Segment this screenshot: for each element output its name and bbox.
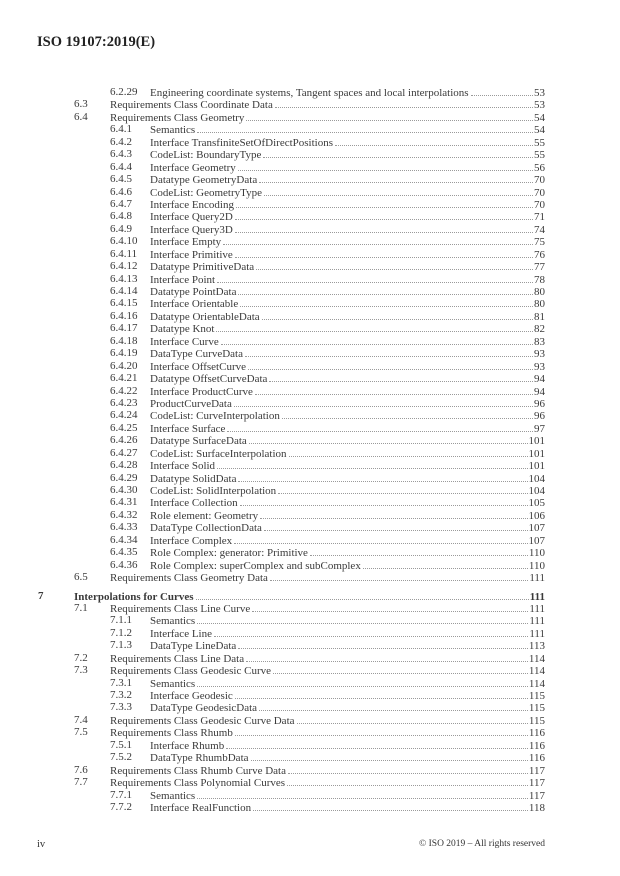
toc-entry-number: 6.4.4 [110, 160, 132, 173]
toc-entry-title[interactable]: CodeList: GeometryType [150, 186, 262, 199]
toc-entry-title[interactable]: Interface Collection [150, 497, 238, 510]
toc-entry[interactable] [0, 639, 620, 651]
toc-entry-page[interactable]: 118 [528, 801, 545, 814]
toc-entry[interactable] [0, 136, 620, 148]
toc-entry[interactable] [0, 484, 620, 496]
toc-entry-title[interactable]: Interface Geodesic [150, 690, 233, 702]
dot-leader [245, 347, 533, 357]
toc-entry-title[interactable]: DataType CurveData [150, 348, 243, 361]
toc-entry-number: 6.5 [74, 571, 88, 584]
toc-entry[interactable] [0, 447, 620, 459]
toc-entry-title[interactable]: DataType LineData [150, 640, 237, 653]
toc-entry[interactable] [0, 397, 620, 409]
toc-entry-page[interactable]: 104 [528, 485, 545, 497]
toc-entry-title[interactable]: Datatype SolidData [150, 472, 237, 485]
toc-entry-title[interactable]: Semantics [150, 677, 196, 690]
toc-entry-number: 7.7.1 [110, 788, 132, 801]
toc-entry-number: 6.4.20 [110, 359, 138, 372]
toc-entry-number: 6.4.29 [110, 471, 138, 484]
toc-entry-page[interactable]: 116 [528, 739, 545, 752]
dot-leader [264, 186, 533, 196]
toc-entry-title[interactable]: Interface TransfiniteSetOfDirectPositions [150, 136, 333, 149]
dot-leader [278, 484, 527, 494]
dot-leader [223, 235, 533, 245]
dot-leader [238, 639, 528, 649]
toc-entry-title[interactable]: Semantics [150, 124, 196, 137]
toc-entry-title[interactable]: Semantics [150, 615, 196, 628]
table-of-contents [0, 86, 620, 813]
toc-entry-title[interactable]: Interpolations for Curves [74, 590, 194, 603]
toc-entry[interactable] [0, 385, 620, 397]
toc-entry-page[interactable]: 70 [534, 186, 545, 199]
toc-entry-number: 6.4.22 [110, 384, 138, 397]
toc-entry-title[interactable]: Interface Query3D [150, 223, 233, 236]
toc-entry-number: 6.4.15 [110, 297, 138, 310]
dot-leader [235, 223, 533, 233]
toc-entry-title[interactable]: Interface Encoding [150, 198, 234, 211]
toc-entry[interactable] [0, 347, 620, 359]
toc-entry-title[interactable]: Interface Line [150, 627, 212, 640]
dot-leader [226, 739, 528, 749]
toc-entry[interactable] [0, 602, 620, 614]
dot-leader [216, 322, 533, 332]
toc-entry-title[interactable]: CodeList: SurfaceInterpolation [150, 447, 287, 460]
toc-entry-page[interactable]: 106 [528, 509, 545, 522]
toc-entry[interactable] [0, 148, 620, 160]
toc-entry-title[interactable]: CodeList: BoundaryType [150, 149, 262, 162]
dot-leader [235, 726, 528, 736]
toc-entry-number: 6.3 [74, 98, 88, 111]
toc-entry-title[interactable]: Interface Geometry [150, 161, 236, 174]
toc-entry-title[interactable]: Interface Solid [150, 460, 216, 473]
toc-entry-title[interactable]: Requirements Class Geodesic Curve Data [110, 714, 295, 727]
toc-entry-page[interactable]: 105 [528, 497, 545, 510]
toc-entry-page[interactable]: 81 [534, 310, 545, 323]
dot-leader [227, 422, 533, 432]
dot-leader [264, 521, 528, 531]
toc-entry[interactable] [0, 701, 620, 713]
toc-entry-page[interactable]: 70 [534, 174, 545, 187]
toc-entry-page[interactable]: 111 [529, 572, 545, 585]
toc-entry-number: 6.4.10 [110, 235, 138, 248]
copyright-notice: © ISO 2019 – All rights reserved [419, 839, 545, 849]
toc-entry-page[interactable]: 107 [528, 522, 545, 535]
toc-entry-page[interactable]: 93 [534, 360, 545, 373]
toc-entry-page[interactable]: 96 [534, 397, 545, 410]
dot-leader [240, 297, 533, 307]
dot-leader [214, 627, 528, 637]
toc-entry[interactable] [0, 186, 620, 198]
toc-entry-number: 7.7.2 [110, 800, 132, 813]
toc-entry-number: 6.4.19 [110, 347, 138, 360]
toc-entry[interactable] [0, 726, 620, 738]
toc-entry-page[interactable]: 54 [534, 111, 545, 124]
toc-entry[interactable] [0, 590, 620, 602]
toc-entry[interactable] [0, 409, 620, 421]
toc-entry[interactable] [0, 739, 620, 751]
toc-entry-number: 7.3.2 [110, 689, 132, 701]
toc-entry[interactable] [0, 472, 620, 484]
toc-entry-page[interactable]: 94 [534, 385, 545, 398]
toc-entry-number: 7.4 [74, 713, 88, 726]
toc-entry[interactable] [0, 198, 620, 210]
dot-leader [363, 559, 528, 569]
dot-leader [262, 310, 533, 320]
dot-leader [221, 335, 533, 345]
toc-entry-page[interactable]: 77 [534, 261, 545, 274]
toc-entry-title[interactable]: Engineering coordinate systems, Tangent spaces and local interpolations [150, 87, 469, 99]
toc-entry[interactable] [0, 372, 620, 384]
toc-entry[interactable] [0, 751, 620, 763]
toc-entry-page[interactable]: 78 [534, 273, 545, 286]
toc-entry[interactable] [0, 223, 620, 235]
toc-entry[interactable] [0, 123, 620, 135]
toc-entry-page[interactable]: 93 [534, 348, 545, 361]
toc-entry-page[interactable]: 101 [528, 435, 545, 448]
toc-entry-title[interactable]: DataType CollectionData [150, 522, 262, 535]
toc-entry-title[interactable]: Role Complex: superComplex and subComplex [150, 559, 361, 572]
toc-entry[interactable] [0, 297, 620, 309]
toc-entry-page[interactable]: 114 [528, 677, 545, 690]
toc-entry[interactable] [0, 509, 620, 521]
toc-entry[interactable] [0, 285, 620, 297]
dot-leader [269, 372, 533, 382]
dot-leader [217, 459, 527, 469]
toc-entry-title[interactable]: Interface Empty [150, 236, 222, 249]
toc-entry-page[interactable]: 111 [529, 590, 545, 603]
toc-entry-number: 6.4.21 [110, 372, 138, 385]
toc-entry-page[interactable]: 83 [534, 335, 545, 348]
toc-entry-page[interactable]: 55 [534, 149, 545, 162]
dot-leader [288, 764, 528, 774]
dot-leader [256, 260, 533, 270]
toc-entry-page[interactable]: 111 [529, 615, 545, 628]
dot-leader [260, 509, 527, 519]
toc-entry-number: 6.4.18 [110, 334, 138, 347]
toc-entry-title[interactable]: Semantics [150, 789, 196, 802]
toc-entry-number: 7.3 [74, 664, 88, 677]
toc-entry[interactable] [0, 310, 620, 322]
toc-entry-page[interactable]: 70 [534, 198, 545, 211]
toc-entry-number: 6.4 [74, 110, 88, 123]
toc-entry-number: 6.4.24 [110, 409, 138, 422]
toc-entry-page[interactable]: 101 [528, 447, 545, 460]
toc-entry-number: 6.4.12 [110, 260, 138, 273]
toc-entry[interactable] [0, 789, 620, 801]
toc-entry-number: 6.4.33 [110, 521, 138, 534]
toc-entry-page[interactable]: 71 [534, 211, 545, 224]
toc-entry[interactable] [0, 111, 620, 123]
toc-entry-title[interactable]: CodeList: SolidInterpolation [150, 485, 277, 497]
toc-entry-page[interactable]: 114 [528, 652, 545, 665]
dot-leader [259, 173, 533, 183]
toc-entry-title[interactable]: Interface RealFunction [150, 801, 252, 814]
toc-entry-title[interactable]: Interface Query2D [150, 211, 233, 224]
toc-entry-number: 7.1.3 [110, 639, 132, 652]
dot-leader [240, 496, 528, 506]
toc-entry-page[interactable]: 116 [528, 752, 545, 765]
dot-leader [249, 434, 528, 444]
toc-entry-page[interactable]: 111 [529, 602, 545, 615]
toc-entry[interactable] [0, 664, 620, 676]
toc-entry-page[interactable]: 117 [528, 764, 545, 777]
toc-entry[interactable] [0, 571, 620, 583]
toc-entry[interactable] [0, 210, 620, 222]
toc-entry[interactable] [0, 422, 620, 434]
toc-entry-title[interactable]: Datatype PointData [150, 286, 237, 298]
dot-leader [238, 161, 533, 171]
toc-entry[interactable] [0, 534, 620, 546]
toc-entry-title[interactable]: Interface Surface [150, 422, 226, 435]
toc-entry[interactable] [0, 801, 620, 813]
toc-entry-number: 7.1.2 [110, 626, 132, 639]
dot-leader [246, 111, 533, 121]
toc-entry-number: 7.7 [74, 776, 88, 789]
toc-entry-number: 7.5.1 [110, 738, 132, 751]
toc-entry-page[interactable]: 75 [534, 236, 545, 249]
toc-entry-title[interactable]: Requirements Class Rhumb Curve Data [110, 764, 286, 777]
dot-leader [197, 677, 528, 687]
toc-entry-title[interactable]: Interface Complex [150, 534, 233, 547]
toc-entry-title[interactable]: DataType RhumbData [150, 752, 249, 765]
toc-entry-title[interactable]: Datatype Knot [150, 323, 215, 336]
toc-entry-number: 6.4.25 [110, 421, 138, 434]
toc-entry[interactable] [0, 235, 620, 247]
toc-entry-page[interactable]: 107 [528, 534, 545, 547]
toc-entry[interactable] [0, 434, 620, 446]
toc-entry-title[interactable]: Requirements Class Line Data [110, 652, 245, 665]
toc-entry[interactable] [0, 459, 620, 471]
dot-leader [236, 198, 533, 208]
toc-entry-number: 6.4.32 [110, 508, 138, 521]
toc-entry-number: 6.4.36 [110, 558, 138, 571]
dot-leader [234, 534, 527, 544]
toc-entry-number: 6.4.35 [110, 546, 138, 559]
toc-entry[interactable] [0, 260, 620, 272]
toc-entry-number: 6.4.31 [110, 496, 138, 509]
toc-entry-number: 6.2.29 [110, 86, 138, 98]
toc-entry-title[interactable]: Requirements Class Polynomial Curves [110, 777, 286, 790]
toc-entry-page[interactable]: 94 [534, 373, 545, 386]
toc-entry-title[interactable]: Role Complex: generator: Primitive [150, 547, 308, 560]
toc-entry[interactable] [0, 248, 620, 260]
toc-entry[interactable] [0, 335, 620, 347]
toc-entry[interactable] [0, 776, 620, 788]
dot-leader [253, 801, 528, 811]
toc-entry-title[interactable]: Role element: Geometry [150, 509, 259, 522]
toc-entry-page[interactable]: 114 [528, 665, 545, 678]
toc-entry[interactable] [0, 652, 620, 664]
page-number: iv [37, 839, 46, 850]
dot-leader [275, 98, 533, 108]
toc-entry-number: 7.1 [74, 601, 88, 614]
toc-entry-number: 6.4.8 [110, 210, 132, 223]
dot-leader [263, 148, 533, 158]
toc-entry-page[interactable]: 97 [534, 422, 545, 435]
toc-entry-title[interactable]: Interface Primitive [150, 248, 233, 261]
toc-entry-page[interactable]: 115 [528, 714, 545, 727]
toc-entry-page[interactable]: 80 [534, 298, 545, 311]
toc-entry-title[interactable]: Interface Curve [150, 335, 219, 348]
toc-entry-number: 7.5 [74, 726, 88, 739]
dot-leader [234, 397, 533, 407]
toc-entry-title[interactable]: Interface OffsetCurve [150, 360, 246, 373]
toc-entry-number: 6.4.11 [110, 247, 138, 260]
toc-entry-title[interactable]: Datatype GeometryData [150, 174, 258, 187]
toc-entry-title[interactable]: Requirements Class Coordinate Data [110, 99, 273, 112]
toc-entry-number: 6.4.6 [110, 185, 132, 198]
dot-leader [297, 714, 528, 724]
dot-leader [197, 789, 528, 799]
toc-entry[interactable] [0, 496, 620, 508]
toc-entry-number: 7.3.3 [110, 701, 132, 714]
toc-entry-page[interactable]: 80 [534, 286, 545, 298]
toc-entry-number: 6.4.14 [110, 285, 138, 297]
toc-entry-number: 6.4.13 [110, 272, 138, 285]
toc-entry[interactable] [0, 521, 620, 533]
toc-entry-page[interactable]: 115 [528, 702, 545, 715]
toc-entry-title[interactable]: Requirements Class Geometry [110, 111, 245, 124]
toc-entry-number: 6.4.34 [110, 533, 138, 546]
toc-entry-number: 7.2 [74, 651, 88, 664]
toc-entry[interactable] [0, 677, 620, 689]
toc-entry-title[interactable]: Interface Orientable [150, 298, 239, 311]
toc-entry[interactable] [0, 86, 620, 98]
dot-leader [238, 285, 533, 295]
toc-entry-page[interactable]: 53 [534, 99, 545, 112]
toc-entry-number: 6.4.9 [110, 222, 132, 235]
toc-entry-title[interactable]: Datatype PrimitiveData [150, 261, 255, 274]
toc-entry-number: 7.5.2 [110, 751, 132, 764]
dot-leader [252, 602, 528, 612]
toc-entry[interactable] [0, 273, 620, 285]
toc-entry-number: 6.4.7 [110, 197, 132, 210]
toc-entry-page[interactable]: 110 [528, 547, 545, 560]
toc-entry[interactable] [0, 173, 620, 185]
dot-leader [217, 273, 533, 283]
toc-entry-title[interactable]: Requirements Class Rhumb [110, 727, 233, 740]
dot-leader [471, 86, 533, 96]
toc-entry-title[interactable]: Datatype SurfaceData [150, 435, 247, 448]
toc-entry-page[interactable]: 76 [534, 248, 545, 261]
toc-entry-title[interactable]: Datatype OrientableData [150, 310, 260, 323]
toc-entry-number: 7.1.1 [110, 614, 132, 627]
dot-leader [255, 385, 533, 395]
toc-entry[interactable] [0, 627, 620, 639]
toc-entry-number: 6.4.26 [110, 434, 138, 447]
dot-leader [335, 136, 533, 146]
toc-entry[interactable] [0, 614, 620, 626]
toc-entry[interactable] [0, 161, 620, 173]
dot-leader [248, 360, 533, 370]
toc-entry-number: 6.4.27 [110, 446, 138, 459]
toc-entry-page[interactable]: 54 [534, 124, 545, 137]
toc-entry[interactable] [0, 689, 620, 701]
toc-entry-page[interactable]: 117 [528, 789, 545, 802]
dot-leader [259, 701, 528, 711]
toc-entry-title[interactable]: Interface Point [150, 273, 216, 286]
toc-entry-page[interactable]: 82 [534, 323, 545, 336]
toc-entry-title[interactable]: DataType GeodesicData [150, 702, 258, 715]
dot-leader [196, 590, 529, 600]
toc-entry-page[interactable]: 74 [534, 223, 545, 236]
toc-entry[interactable] [0, 559, 620, 571]
toc-entry[interactable] [0, 546, 620, 558]
toc-entry-title[interactable]: Interface ProductCurve [150, 385, 253, 398]
document-id-header: ISO 19107:2019(E) [37, 34, 156, 50]
dot-leader [235, 689, 528, 699]
toc-entry-title[interactable]: Interface Rhumb [150, 739, 225, 752]
toc-entry[interactable] [0, 360, 620, 372]
dot-leader [246, 652, 528, 662]
toc-entry-page[interactable]: 117 [528, 777, 545, 790]
toc-entry-number: 6.4.5 [110, 173, 132, 186]
toc-entry-number: 7.6 [74, 763, 88, 776]
toc-entry-page[interactable]: 104 [528, 472, 545, 485]
toc-entry-page[interactable]: 56 [534, 161, 545, 174]
toc-entry-number: 6.4.2 [110, 135, 132, 148]
toc-entry[interactable] [0, 714, 620, 726]
toc-entry-page[interactable]: 96 [534, 410, 545, 423]
dot-leader [273, 664, 528, 674]
dot-leader [197, 123, 533, 133]
toc-entry-number: 6.4.16 [110, 309, 138, 322]
toc-entry[interactable] [0, 764, 620, 776]
toc-entry-page[interactable]: 53 [534, 87, 545, 99]
toc-entry-number: 6.4.17 [110, 322, 138, 335]
toc-entry-number: 7.3.1 [110, 676, 132, 689]
toc-entry-title[interactable]: CodeList: CurveInterpolation [150, 410, 280, 423]
dot-leader [282, 409, 533, 419]
dot-leader [238, 472, 527, 482]
toc-entry-title[interactable]: Requirements Class Geometry Data [110, 572, 268, 585]
dot-leader [310, 546, 528, 556]
dot-leader [289, 447, 528, 457]
toc-entry-title[interactable]: Requirements Class Line Curve [110, 602, 251, 615]
toc-entry-number: 6.4.30 [110, 484, 138, 496]
dot-leader [287, 776, 528, 786]
toc-entry-page[interactable]: 101 [528, 460, 545, 473]
dot-leader [235, 248, 533, 258]
toc-entry-page[interactable]: 110 [528, 559, 545, 572]
toc-entry-page[interactable]: 115 [528, 690, 545, 702]
dot-leader [251, 751, 528, 761]
toc-entry-title[interactable]: ProductCurveData [150, 397, 232, 410]
toc-entry[interactable] [0, 322, 620, 334]
toc-entry-number: 6.4.3 [110, 148, 132, 161]
toc-entry-number: 6.4.1 [110, 123, 132, 136]
toc-entry-title[interactable]: Datatype OffsetCurveData [150, 373, 268, 386]
toc-entry-number: 6.4.23 [110, 396, 138, 409]
toc-entry-page[interactable]: 116 [528, 727, 545, 740]
dot-leader [197, 614, 528, 624]
toc-entry-page[interactable]: 55 [534, 136, 545, 149]
toc-entry[interactable] [0, 98, 620, 110]
toc-entry-page[interactable]: 113 [528, 640, 545, 653]
toc-entry-number: 6.4.28 [110, 459, 138, 472]
dot-leader [235, 210, 533, 220]
dot-leader [270, 571, 528, 581]
toc-entry-page[interactable]: 111 [529, 627, 545, 640]
toc-entry-title[interactable]: Requirements Class Geodesic Curve [110, 665, 271, 678]
toc-entry-number: 7 [38, 589, 44, 602]
